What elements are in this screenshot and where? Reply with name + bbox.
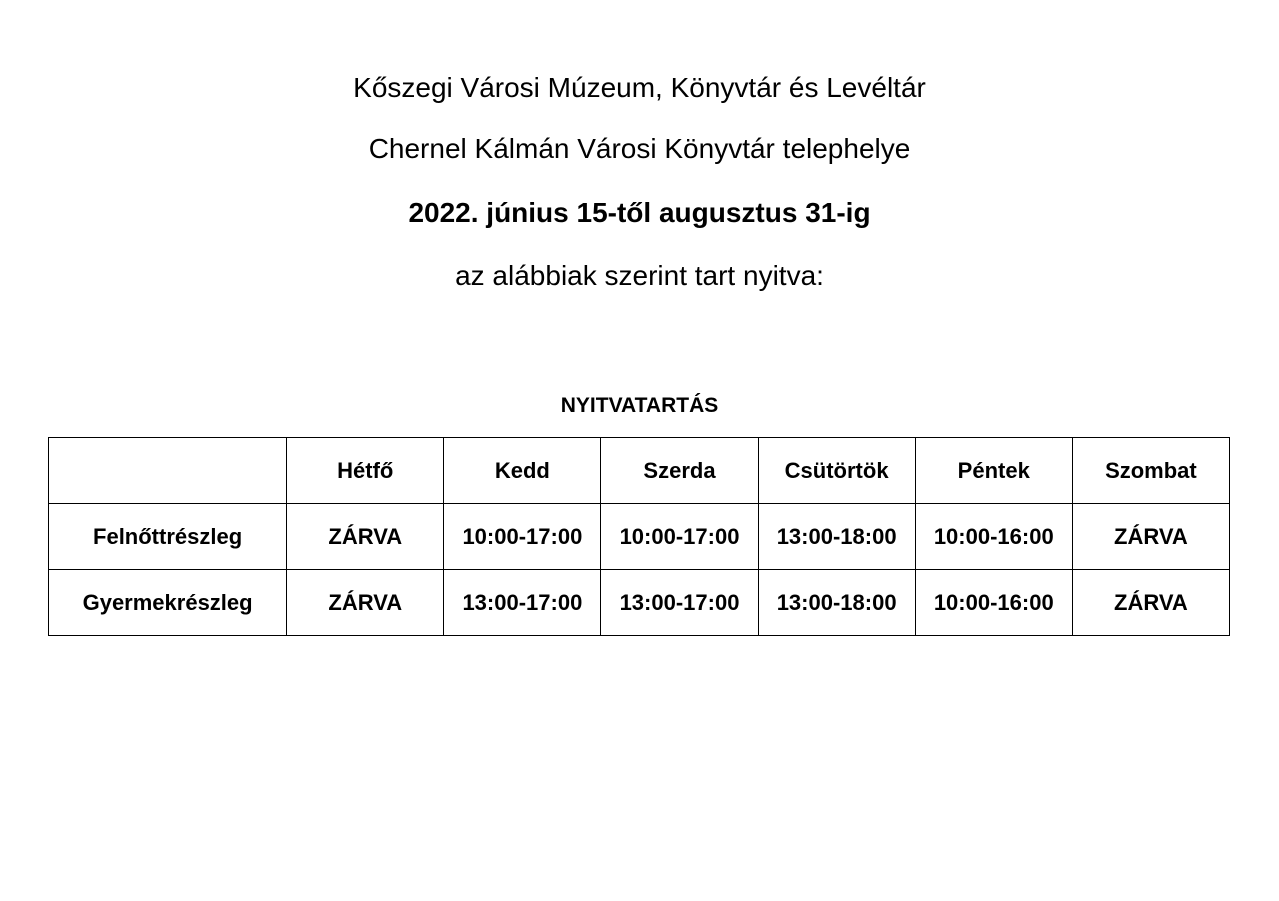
hours-cell: 13:00-18:00 xyxy=(758,570,915,636)
table-row xyxy=(49,570,1230,636)
branch-name: Chernel Kálmán Városi Könyvtár telephelye xyxy=(368,133,911,164)
table-row xyxy=(49,504,1230,570)
hours-cell: 10:00-17:00 xyxy=(444,504,601,570)
hours-cell: ZÁRVA xyxy=(287,570,444,636)
table-title: NYITVATARTÁS xyxy=(560,394,719,417)
day-header-wednesday: Szerda xyxy=(601,438,758,504)
table-header-row xyxy=(49,438,1230,504)
hours-cell: ZÁRVA xyxy=(1072,570,1229,636)
hours-cell: ZÁRVA xyxy=(287,504,444,570)
hours-cell: 10:00-16:00 xyxy=(915,504,1072,570)
hours-cell: 13:00-17:00 xyxy=(601,570,758,636)
row-label: Gyermekrészleg xyxy=(49,570,287,636)
hours-cell: 10:00-17:00 xyxy=(601,504,758,570)
hours-cell: 13:00-18:00 xyxy=(758,504,915,570)
row-label: Felnőttrészleg xyxy=(49,504,287,570)
day-header-thursday: Csütörtök xyxy=(758,438,915,504)
hours-cell: 10:00-16:00 xyxy=(915,570,1072,636)
institution-name: Kőszegi Városi Múzeum, Könyvtár és Levéltár xyxy=(353,72,926,103)
day-header-monday: Hétfő xyxy=(287,438,444,504)
intro-text: az alábbiak szerint tart nyitva: xyxy=(455,260,824,291)
hours-cell: ZÁRVA xyxy=(1072,504,1229,570)
day-header-friday: Péntek xyxy=(915,438,1072,504)
day-header-tuesday: Kedd xyxy=(444,438,601,504)
hours-cell: 13:00-17:00 xyxy=(444,570,601,636)
day-header-saturday: Szombat xyxy=(1072,438,1229,504)
opening-hours-table xyxy=(48,437,1230,636)
corner-cell xyxy=(49,438,287,504)
date-range: 2022. június 15-től augusztus 31-ig xyxy=(408,197,871,228)
